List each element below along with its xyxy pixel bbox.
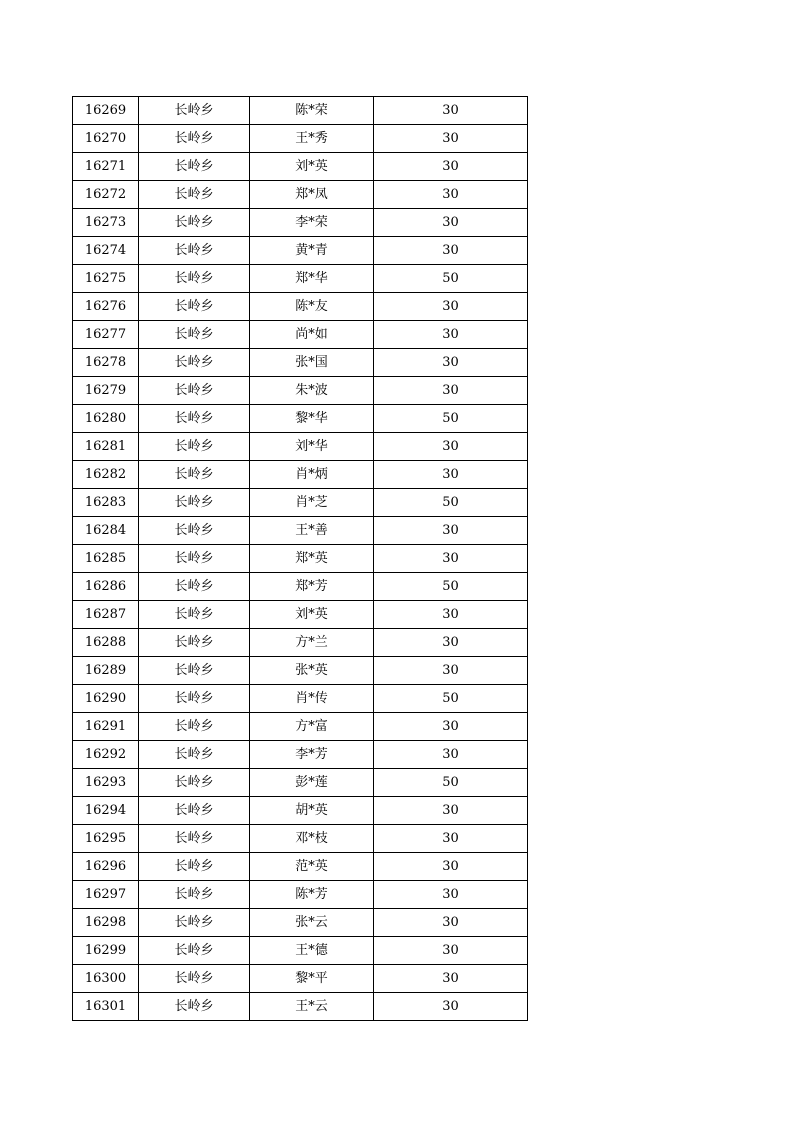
cell-township: 长岭乡 [139, 657, 250, 685]
cell-serial-number: 16287 [73, 601, 139, 629]
cell-serial-number: 16280 [73, 405, 139, 433]
cell-name: 黄*青 [250, 237, 374, 265]
cell-township: 长岭乡 [139, 797, 250, 825]
cell-township: 长岭乡 [139, 125, 250, 153]
cell-amount: 30 [374, 461, 528, 489]
cell-name: 陈*芳 [250, 881, 374, 909]
cell-name: 王*德 [250, 937, 374, 965]
cell-serial-number: 16269 [73, 97, 139, 125]
cell-amount: 30 [374, 237, 528, 265]
cell-amount: 30 [374, 433, 528, 461]
table-row [73, 517, 528, 545]
cell-serial-number: 16271 [73, 153, 139, 181]
cell-township: 长岭乡 [139, 489, 250, 517]
table-row [73, 993, 528, 1021]
table-row [73, 405, 528, 433]
cell-township: 长岭乡 [139, 349, 250, 377]
cell-serial-number: 16274 [73, 237, 139, 265]
cell-serial-number: 16292 [73, 741, 139, 769]
cell-serial-number: 16282 [73, 461, 139, 489]
record-table-body [73, 97, 528, 1021]
cell-serial-number: 16289 [73, 657, 139, 685]
cell-township: 长岭乡 [139, 237, 250, 265]
cell-name: 陈*荣 [250, 97, 374, 125]
cell-township: 长岭乡 [139, 573, 250, 601]
table-row [73, 377, 528, 405]
table-row [73, 293, 528, 321]
cell-township: 长岭乡 [139, 601, 250, 629]
cell-name: 张*云 [250, 909, 374, 937]
cell-township: 长岭乡 [139, 965, 250, 993]
cell-township: 长岭乡 [139, 685, 250, 713]
cell-name: 郑*芳 [250, 573, 374, 601]
cell-name: 张*国 [250, 349, 374, 377]
cell-name: 陈*友 [250, 293, 374, 321]
table-row [73, 489, 528, 517]
cell-name: 张*英 [250, 657, 374, 685]
cell-township: 长岭乡 [139, 461, 250, 489]
cell-name: 尚*如 [250, 321, 374, 349]
cell-serial-number: 16276 [73, 293, 139, 321]
cell-name: 朱*波 [250, 377, 374, 405]
cell-township: 长岭乡 [139, 97, 250, 125]
cell-serial-number: 16278 [73, 349, 139, 377]
cell-township: 长岭乡 [139, 265, 250, 293]
cell-name: 邓*枝 [250, 825, 374, 853]
cell-township: 长岭乡 [139, 741, 250, 769]
cell-amount: 50 [374, 685, 528, 713]
table-row [73, 713, 528, 741]
cell-serial-number: 16301 [73, 993, 139, 1021]
cell-amount: 30 [374, 937, 528, 965]
record-table [72, 96, 528, 1021]
table-row [73, 657, 528, 685]
cell-name: 黎*平 [250, 965, 374, 993]
cell-serial-number: 16300 [73, 965, 139, 993]
table-row [73, 153, 528, 181]
cell-amount: 50 [374, 573, 528, 601]
cell-name: 王*秀 [250, 125, 374, 153]
cell-amount: 30 [374, 825, 528, 853]
cell-township: 长岭乡 [139, 377, 250, 405]
table-row [73, 573, 528, 601]
table-row [73, 265, 528, 293]
cell-township: 长岭乡 [139, 181, 250, 209]
cell-amount: 30 [374, 181, 528, 209]
table-row [73, 909, 528, 937]
table-row [73, 321, 528, 349]
cell-name: 李*芳 [250, 741, 374, 769]
cell-amount: 30 [374, 153, 528, 181]
cell-serial-number: 16296 [73, 853, 139, 881]
cell-amount: 30 [374, 321, 528, 349]
cell-name: 王*云 [250, 993, 374, 1021]
cell-township: 长岭乡 [139, 153, 250, 181]
cell-name: 肖*炳 [250, 461, 374, 489]
cell-serial-number: 16284 [73, 517, 139, 545]
cell-amount: 50 [374, 265, 528, 293]
table-row [73, 881, 528, 909]
cell-amount: 30 [374, 349, 528, 377]
cell-township: 长岭乡 [139, 293, 250, 321]
cell-name: 李*荣 [250, 209, 374, 237]
cell-name: 郑*华 [250, 265, 374, 293]
cell-name: 黎*华 [250, 405, 374, 433]
cell-township: 长岭乡 [139, 629, 250, 657]
cell-serial-number: 16275 [73, 265, 139, 293]
cell-serial-number: 16298 [73, 909, 139, 937]
cell-amount: 50 [374, 405, 528, 433]
cell-name: 范*英 [250, 853, 374, 881]
table-row [73, 965, 528, 993]
table-row [73, 853, 528, 881]
cell-name: 肖*传 [250, 685, 374, 713]
cell-serial-number: 16293 [73, 769, 139, 797]
table-row [73, 97, 528, 125]
cell-name: 郑*凤 [250, 181, 374, 209]
cell-serial-number: 16288 [73, 629, 139, 657]
cell-amount: 30 [374, 377, 528, 405]
cell-serial-number: 16294 [73, 797, 139, 825]
table-row [73, 797, 528, 825]
table-row [73, 825, 528, 853]
cell-amount: 30 [374, 629, 528, 657]
cell-amount: 50 [374, 489, 528, 517]
cell-amount: 30 [374, 853, 528, 881]
table-row [73, 545, 528, 573]
table-row [73, 433, 528, 461]
cell-name: 方*兰 [250, 629, 374, 657]
cell-amount: 30 [374, 293, 528, 321]
cell-name: 刘*英 [250, 601, 374, 629]
cell-township: 长岭乡 [139, 209, 250, 237]
cell-amount: 30 [374, 965, 528, 993]
table-row [73, 937, 528, 965]
cell-amount: 30 [374, 881, 528, 909]
table-row [73, 181, 528, 209]
table-row [73, 601, 528, 629]
table-row [73, 237, 528, 265]
cell-serial-number: 16281 [73, 433, 139, 461]
table-row [73, 685, 528, 713]
cell-township: 长岭乡 [139, 881, 250, 909]
table-row [73, 461, 528, 489]
cell-serial-number: 16299 [73, 937, 139, 965]
cell-serial-number: 16295 [73, 825, 139, 853]
cell-amount: 50 [374, 769, 528, 797]
cell-name: 刘*华 [250, 433, 374, 461]
cell-township: 长岭乡 [139, 517, 250, 545]
cell-serial-number: 16279 [73, 377, 139, 405]
cell-amount: 30 [374, 125, 528, 153]
cell-name: 王*善 [250, 517, 374, 545]
cell-township: 长岭乡 [139, 405, 250, 433]
cell-amount: 30 [374, 713, 528, 741]
cell-township: 长岭乡 [139, 769, 250, 797]
table-row [73, 349, 528, 377]
cell-township: 长岭乡 [139, 937, 250, 965]
cell-township: 长岭乡 [139, 909, 250, 937]
cell-amount: 30 [374, 97, 528, 125]
cell-name: 郑*英 [250, 545, 374, 573]
cell-serial-number: 16272 [73, 181, 139, 209]
cell-serial-number: 16273 [73, 209, 139, 237]
table-row [73, 125, 528, 153]
cell-serial-number: 16291 [73, 713, 139, 741]
cell-serial-number: 16285 [73, 545, 139, 573]
cell-name: 肖*芝 [250, 489, 374, 517]
cell-name: 彭*莲 [250, 769, 374, 797]
cell-township: 长岭乡 [139, 321, 250, 349]
cell-township: 长岭乡 [139, 825, 250, 853]
cell-amount: 30 [374, 209, 528, 237]
cell-serial-number: 16270 [73, 125, 139, 153]
cell-township: 长岭乡 [139, 853, 250, 881]
cell-township: 长岭乡 [139, 545, 250, 573]
cell-serial-number: 16297 [73, 881, 139, 909]
table-row [73, 769, 528, 797]
cell-name: 刘*英 [250, 153, 374, 181]
table-row [73, 629, 528, 657]
cell-township: 长岭乡 [139, 713, 250, 741]
cell-serial-number: 16290 [73, 685, 139, 713]
table-row [73, 741, 528, 769]
table-row [73, 209, 528, 237]
cell-amount: 30 [374, 993, 528, 1021]
cell-amount: 30 [374, 657, 528, 685]
cell-serial-number: 16277 [73, 321, 139, 349]
cell-amount: 30 [374, 797, 528, 825]
cell-township: 长岭乡 [139, 993, 250, 1021]
cell-amount: 30 [374, 741, 528, 769]
cell-serial-number: 16283 [73, 489, 139, 517]
cell-township: 长岭乡 [139, 433, 250, 461]
cell-amount: 30 [374, 909, 528, 937]
cell-name: 方*富 [250, 713, 374, 741]
cell-amount: 30 [374, 517, 528, 545]
cell-name: 胡*英 [250, 797, 374, 825]
cell-amount: 30 [374, 601, 528, 629]
cell-amount: 30 [374, 545, 528, 573]
record-table-container [72, 96, 528, 1021]
cell-serial-number: 16286 [73, 573, 139, 601]
